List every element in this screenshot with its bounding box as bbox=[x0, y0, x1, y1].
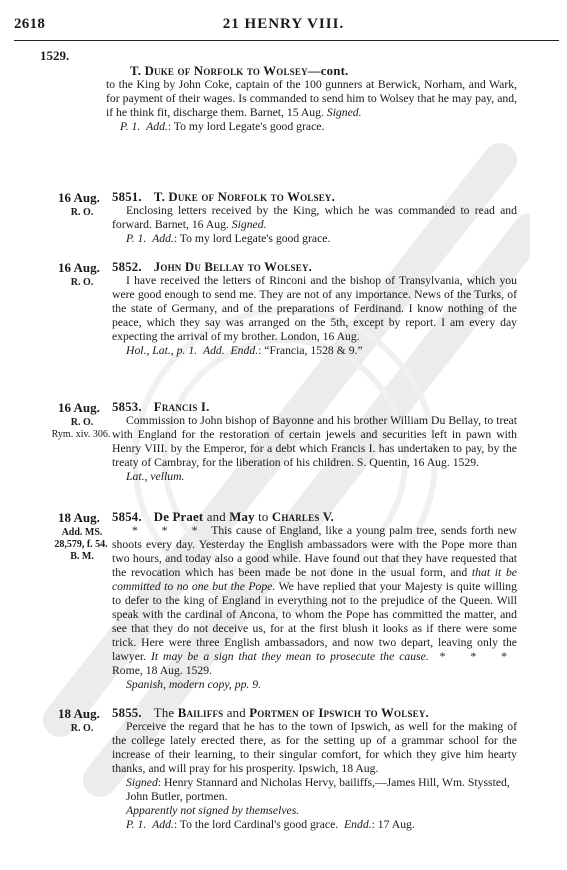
entry-signature-note: Apparently not signed by themselves. bbox=[126, 804, 300, 817]
margin-date: 18 Aug. bbox=[58, 510, 100, 525]
entry-heading: 5854. De Praet and May to Charles V. bbox=[112, 510, 334, 524]
entry-footnote: Lat., vellum. bbox=[126, 470, 185, 483]
running-head: 21 HENRY VIII. bbox=[222, 16, 345, 32]
entry-footnote: Hol., Lat., p. 1. Add. Endd.: “Francia, 1528 & 9.” bbox=[126, 344, 363, 357]
margin-ref-folio: 28,579, f. 54. bbox=[54, 539, 108, 550]
margin-ref: R. O. bbox=[70, 207, 94, 218]
margin-ref: R. O. bbox=[70, 723, 94, 734]
header-rule bbox=[14, 40, 559, 41]
entry-heading: 5852. John Du Bellay to Wolsey. bbox=[112, 260, 313, 274]
entry-text: Commission to John bishop of Bayonne and his brother William Du Bellay, to treat with England for the restoration of certain jewels and securities left in pawn with Henry VIII. by the Emperor, for a debt which Francis I. has undertaken to pay, by the treaty of Cambray, for the liberation of his children. S. Quentin, 16 Aug. 1529. bbox=[112, 414, 517, 469]
entry-text: to the King by John Coke, captain of the 100 gunners at Berwick, Norham, and Wark, for payment of their wages. Is commanded to send him to Wolsey that he may pay, and, if he think fit, discharge them. Barnet, 15 Aug. Signed. bbox=[106, 78, 517, 119]
entry-footnote: P. 1. Add.: To the lord Cardinal's good grace. Endd.: 17 Aug. bbox=[126, 818, 415, 831]
entry-heading: 5851. T. Duke of Norfolk to Wolsey. bbox=[112, 190, 335, 204]
margin-date: 16 Aug. bbox=[58, 260, 100, 275]
page-number: 2618 bbox=[14, 16, 46, 32]
margin-ref-archive: B. M. bbox=[70, 551, 94, 562]
margin-ref: R. O. bbox=[70, 277, 94, 288]
entry-footnote: Spanish, modern copy, pp. 9. bbox=[126, 678, 262, 691]
margin-date: 18 Aug. bbox=[58, 706, 100, 721]
margin-ref-rymer: Rym. xiv. 306. bbox=[51, 429, 111, 440]
margin-date: 16 Aug. bbox=[58, 400, 100, 415]
entry-heading: T. Duke of Norfolk to Wolsey—cont. bbox=[130, 64, 349, 78]
entry-text: Perceive the regard that he has to the town of Ipswich, as well for the making of the college lately erected there, as for the setting up of a grammar school for the increase of their learning, to their singular comfort, for which they give him hearty thanks, and will pray for his prosperity. Ipswich, 18 Aug. bbox=[112, 720, 517, 775]
entry-text: I have received the letters of Rinconi and the bishop of Transylvania, which you were good enough to send me. They are not of any importance. News of the Turks, of the state of Germany, and of the preparations of Ferdinand. I know nothing of the peace, which they say was arranged on the 5th, except by report. I am every day expecting the arrival of my brother. London, 16 Aug. bbox=[112, 274, 517, 343]
entry-heading: 5855. The Bailiffs and Portmen of Ipswich to Wolsey. bbox=[112, 706, 429, 720]
entry-text: Enclosing letters received by the King, which he was commanded to read and forward. Barnet, 16 Aug. Signed. bbox=[112, 204, 517, 231]
entry-text: * * * This cause of England, like a young palm tree, sends forth new shoots every day. Yesterday the English ambassadors were with the Pope more than two hours, and today also a good while. Have found out that they have requested that the revocation which has been made be not done in the usual form, and that it be committed to no one but the Pope. We have replied that your Majesty is quite willing to defer to the king of England in everything not to the prejudice of the Queen. Will speak with the cardinal of Ancona, to whom the Pope has committed the matter, and see that they do not deceive us, for at the first blush it looks as if there were some trick. Here were three English ambassadors, and now two depart, leaving only the lawyer. It may be a sign that they mean to prosecute the cause. * * * Rome, 18 Aug. 1529. bbox=[112, 524, 518, 677]
margin-ref: R. O. bbox=[70, 417, 94, 428]
margin-year: 1529. bbox=[40, 48, 70, 63]
entry-footnote: P. 1. Add.: To my lord Legate's good grace. bbox=[120, 120, 325, 133]
margin-date: 16 Aug. bbox=[58, 190, 100, 205]
entry-signatures: Signed: Henry Stannard and Nicholas Hervy, bailiffs,—James Hill, Wm. Styssted, John Butler, portmen. bbox=[126, 776, 510, 803]
entry-heading: 5853. Francis I. bbox=[112, 400, 210, 414]
page-header bbox=[0, 14, 567, 38]
margin-ref: Add. MS. bbox=[61, 527, 103, 538]
entry-footnote: P. 1. Add.: To my lord Legate's good grace. bbox=[126, 232, 331, 245]
